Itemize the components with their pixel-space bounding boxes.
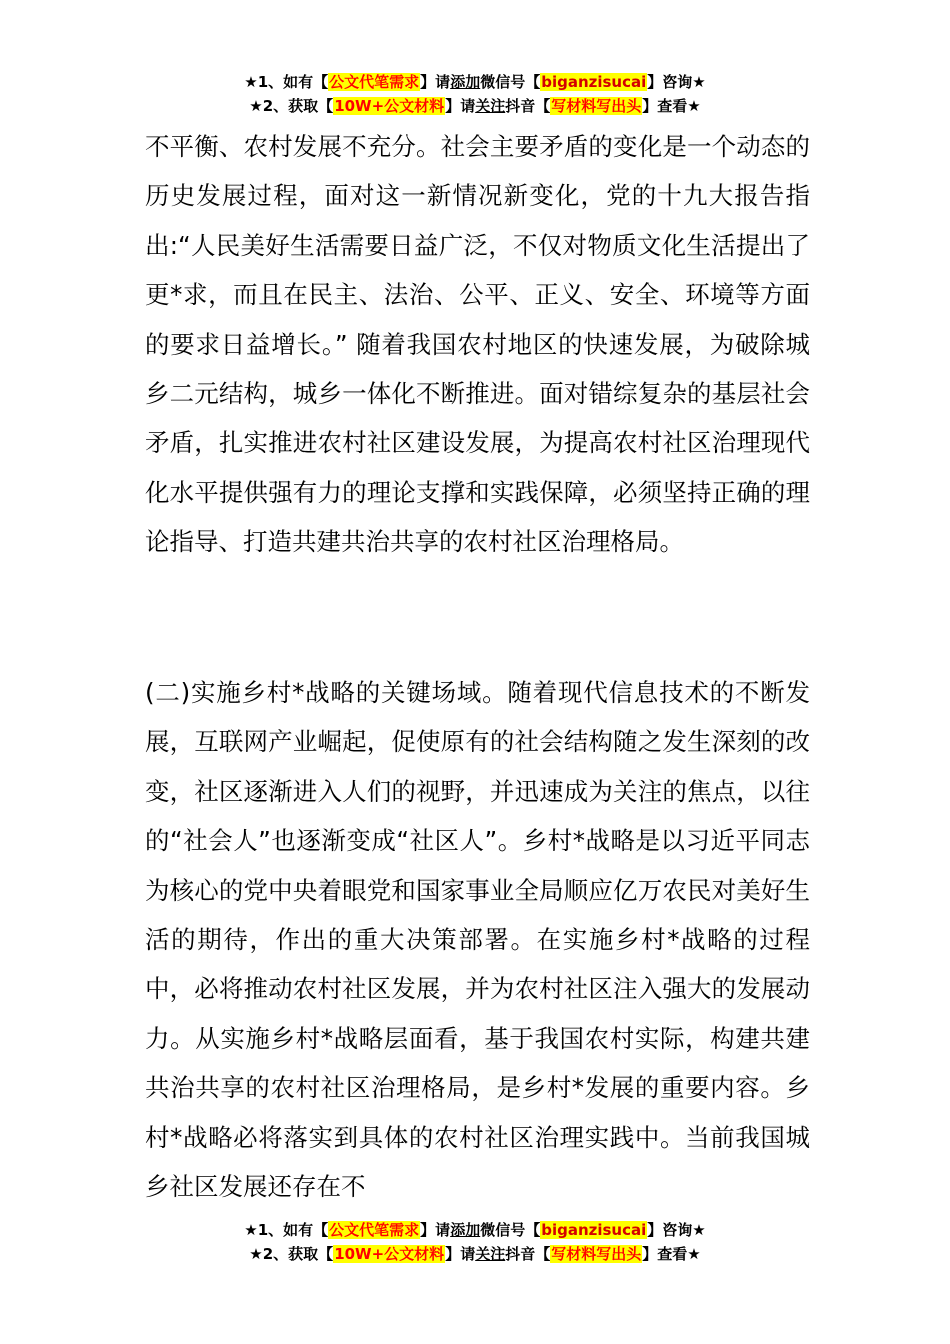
underlined-text: 关注: [475, 97, 506, 115]
banner-text: ★2、获取【: [249, 97, 334, 115]
banner-text: ★1、如有【: [244, 73, 329, 91]
banner-text: 微信号【: [480, 73, 541, 91]
underlined-text: 添加: [450, 1221, 481, 1239]
banner-text: 微信号【: [480, 1221, 541, 1239]
highlight-wechat-id: biganzisucai: [541, 1221, 647, 1239]
banner-text: 】请: [445, 97, 476, 115]
footer-banner: [0, 1218, 950, 1266]
highlight-materials: 10W+公文材料: [334, 1245, 445, 1263]
highlight-materials: 10W+公文材料: [334, 97, 445, 115]
header-banner: [0, 70, 950, 118]
banner-line-1: [0, 1218, 950, 1242]
highlight-douyin-account: 写材料写出头: [551, 1245, 642, 1263]
underlined-text: 关注: [475, 1245, 506, 1263]
paragraph-text: (二)实施乡村*战略的关键场域。随着现代信息技术的不断发展，互联网产业崛起，促使原有的社会结构随之发生深刻的改变，社区逐渐进入人们的视野，并迅速成为关注的焦点，以往的“社会人”也逐渐变成“社区人”。乡村*战略是以习近平同志为核心的党中央着眼党和国家事业全局顺应亿万农民对美好生活的期待，作出的重大决策部署。在实施乡村*战略的过程中，必将推动农村社区发展，并为农村社区注入强大的发展动力。从实施乡村*战略层面看，基于我国农村实际，构建共建共治共享的农村社区治理格局，是乡村*发展的重要内容。乡村*战略必将落实到具体的农村社区治理实践中。当前我国城乡社区发展还存在不: [145, 678, 810, 1202]
paragraph-text: 不平衡、农村发展不充分。社会主要矛盾的变化是一个动态的历史发展过程，面对这一新情况新变化，党的十九大报告指出:“人民美好生活需要日益广泛，不仅对物质文化生活提出了更*求，而且在民主、法治、公平、正义、安全、环境等方面的要求日益增长。” 随着我国农村地区的快速发展，为破除城乡二元结构，城乡一体化不断推进。面对错综复杂的基层社会矛盾，扎实推进农村社区建设发展，为提高农村社区治理现代化水平提供强有力的理论支撑和实践保障，必须坚持正确的理论指导、打造共建共治共享的农村社区治理格局。: [145, 132, 810, 557]
highlight-service: 公文代笔需求: [329, 73, 420, 91]
body-paragraph-1: [145, 122, 810, 567]
banner-line-2: [0, 1242, 950, 1266]
banner-text: ★1、如有【: [244, 1221, 329, 1239]
banner-text: 抖音【: [505, 97, 551, 115]
banner-text: ★2、获取【: [249, 1245, 334, 1263]
banner-line-1: [0, 70, 950, 94]
banner-line-2: [0, 94, 950, 118]
banner-text: 】查看★: [642, 1245, 701, 1263]
highlight-service: 公文代笔需求: [329, 1221, 420, 1239]
highlight-douyin-account: 写材料写出头: [551, 97, 642, 115]
banner-text: 抖音【: [505, 1245, 551, 1263]
banner-text: 】咨询★: [647, 73, 706, 91]
banner-text: 】请: [445, 1245, 476, 1263]
banner-text: 】咨询★: [647, 1221, 706, 1239]
highlight-wechat-id: biganzisucai: [541, 73, 647, 91]
banner-text: 】请: [420, 73, 451, 91]
underlined-text: 添加: [450, 73, 481, 91]
body-paragraph-2: [145, 668, 810, 1211]
banner-text: 】请: [420, 1221, 451, 1239]
banner-text: 】查看★: [642, 97, 701, 115]
